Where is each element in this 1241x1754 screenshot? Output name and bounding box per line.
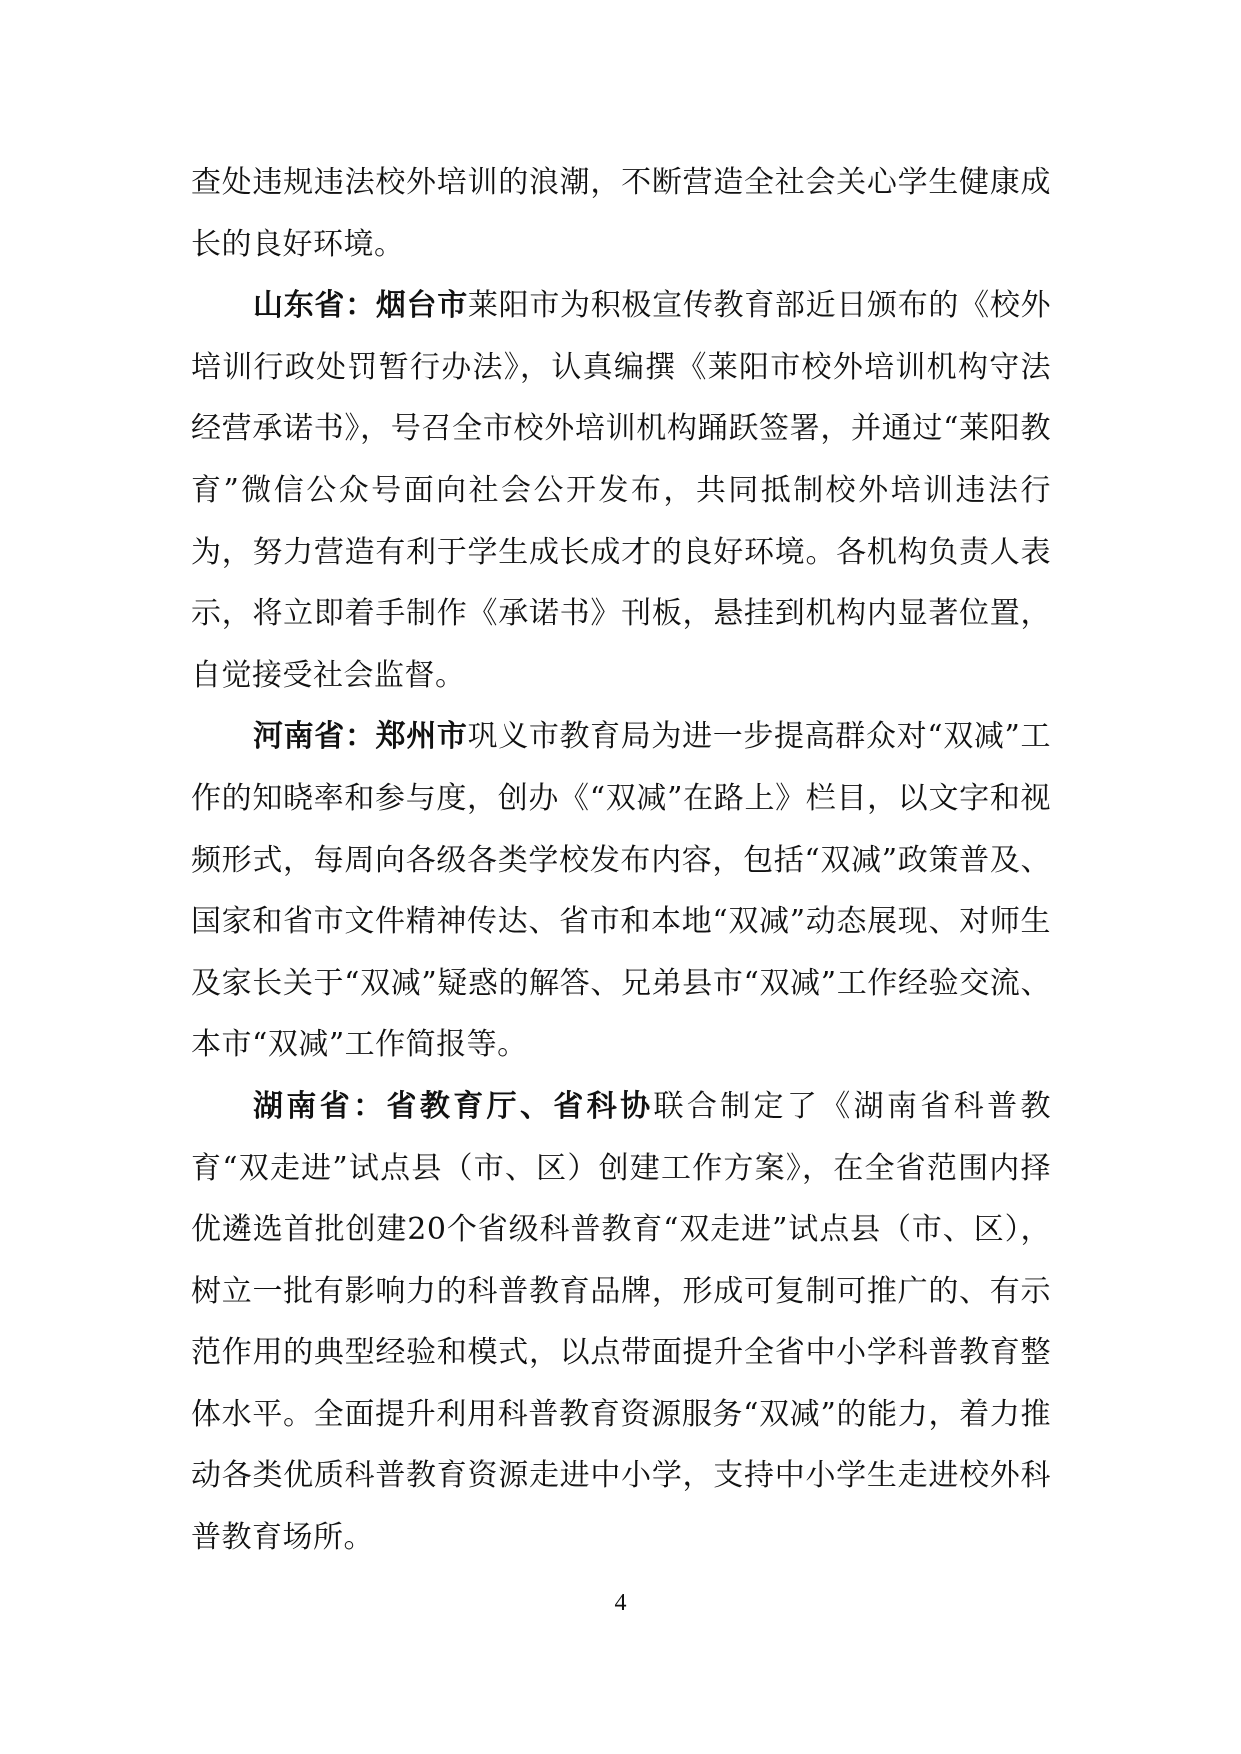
paragraph-text: 查处违规违法校外培训的浪潮，不断营造全社会关心学生健康成长的良好环境。 (191, 165, 1051, 262)
province-label: 河南省： (253, 719, 376, 755)
city-label: 烟台市 (375, 288, 468, 324)
paragraph-henan (191, 706, 1051, 1076)
paragraph-hunan (191, 1076, 1051, 1569)
paragraph-text: 联合制定了《湖南省科普教育“双走进”试点县（市、区）创建工作方案》，在全省范围内择优遴选首批创建20个省级科普教育“双走进”试点县（市、区），树立一批有影响力的科普教育品牌，形成可复制可推广的、有示范作用的典型经验和模式，以点带面提升全省中小学科普教育整体水平。全面提升利用科普教育资源服务“双减”的能力，着力推动各类优质科普教育资源走进中小学，支持中小学生走进校外科普教育场所。 (191, 1088, 1052, 1556)
page-number: 4 (614, 1590, 627, 1616)
city-label: 省教育厅、省科协 (386, 1088, 654, 1124)
province-label: 山东省： (253, 288, 376, 324)
province-label: 湖南省： (253, 1088, 387, 1124)
paragraph-continuation (191, 152, 1051, 275)
paragraph-text: 巩义市教育局为进一步提高群众对“双减”工作的知晓率和参与度，创办《“双减”在路上》栏目，以文字和视频形式，每周向各级各类学校发布内容，包括“双减”政策普及、国家和省市文件精神传达、省市和本地“双减”动态展现、对师生及家长关于“双减”疑惑的解答、兄弟县市“双减”工作经验交流、本市“双减”工作简报等。 (191, 719, 1052, 1063)
city-label: 郑州市 (375, 719, 468, 755)
paragraph-shandong (191, 275, 1051, 706)
paragraph-text: 莱阳市为积极宣传教育部近日颁布的《校外培训行政处罚暂行办法》，认真编撰《莱阳市校外培训机构守法经营承诺书》，号召全市校外培训机构踊跃签署，并通过“莱阳教育”微信公众号面向社会公开发布，共同抵制校外培训违法行为，努力营造有利于学生成长成才的良好环境。各机构负责人表示，将立即着手制作《承诺书》刊板，悬挂到机构内显著位置，自觉接受社会监督。 (191, 288, 1052, 693)
document-body (191, 152, 1051, 1569)
